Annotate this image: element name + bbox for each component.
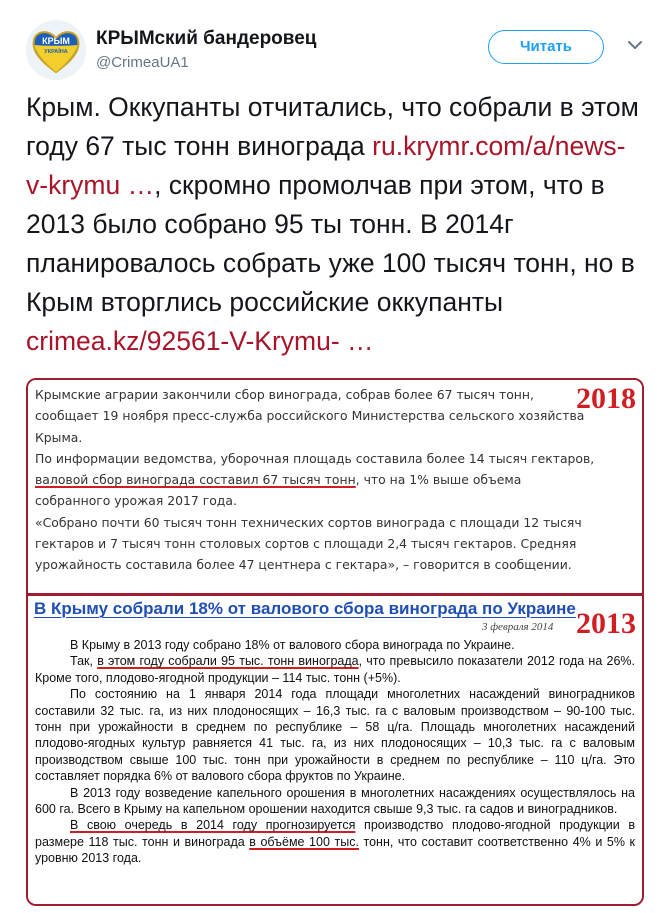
news-2013-section	[28, 596, 642, 906]
news-2013-highlight-3: в объёме 100 тыс.	[249, 834, 359, 849]
news-2013-paragraph-3: По состоянию на 1 января 2014 года площади многолетних насаждений виноградников составили 32 тыс. га, из них плодоносящих – 16,3 тыс. га с валовым производством – 90-100 тыс. тонн при урожайности в среднем по республике – 58 ц/га. Площадь многолетних насаждений плодово-ягодных культур равняется 41 тыс. га, из них плодоносящих – 10,3 тыс. га с валовым производством свыше 100 тыс. тонн при урожайности в среднем по республике – 110 ц/га. Это составляет порядка 6% от валового сбора фруктов по Украине.	[35, 687, 635, 784]
news-2013-highlight-2: В свою очередь в 2014 году прогнозируется	[70, 818, 356, 833]
news-2013-p5-middle: производство плодово-ягодной продукции в размере 118 тыс. тонн и винограда	[35, 818, 635, 849]
news-2013-paragraph-4: В 2013 году возведение капельного орошения в многолетних насаждениях осуществлялось на 600 га. Всего в Крыму на капельном орошении находится свыше 9,3 тыс. га садов и виноградников.	[35, 785, 635, 817]
news-2013-paragraph-2	[35, 653, 635, 686]
news-2013-p2-end: , что превысило показатели 2012 года на 26%. Кроме того, плодово-ягодной продукции – 114 тыс. тонн (+5%).	[35, 654, 635, 685]
tweet-link-krymr[interactable]: ru.krymr.com/a/news-v-krymu …	[26, 131, 626, 200]
news-2018-paragraph-2	[35, 448, 595, 512]
year-label-2013: 2013	[576, 607, 636, 640]
news-2013-date: 3 февраля 2014	[482, 621, 554, 633]
tweet-text-part-1: Крым. Оккупанты отчитались, что собрали в этом году 67 тыс тонн винограда	[26, 92, 639, 161]
news-2018-p2-end: , что на 1% выше объема собранного урожая 2017 года.	[35, 472, 522, 509]
news-2018-section	[28, 380, 642, 593]
news-2018-p2-start: По информации ведомства, уборочная площадь составила более 14 тысяч гектаров,	[35, 450, 595, 466]
avatar[interactable]	[26, 20, 86, 80]
news-2018-paragraph-1: Крымские аграрии закончили сбор винограда, собрав более 67 тысяч тонн, сообщает 19 ноября пресс-служба российского Министерства сельского хозяйства Крыма.	[35, 387, 585, 445]
year-label-2018: 2018	[576, 382, 636, 415]
news-2013-paragraph-5	[35, 817, 635, 866]
follow-button[interactable]: Читать	[488, 30, 604, 64]
news-2018-paragraph-3: «Собрано почти 60 тысяч тонн технических сортов винограда с площади 12 тысяч гектаров и 7 тысяч тонн столовых сортов с площади 2,4 тысяч гектаров. Средняя урожайность составила более 47 центнера с гектара», – говорится в сообщении.	[35, 514, 582, 573]
tweet-text	[26, 88, 646, 361]
avatar-heart-icon	[26, 20, 86, 80]
account-name[interactable]: КРЫМский бандеровец	[96, 28, 317, 49]
news-2013-body	[35, 637, 635, 867]
news-2013-title: В Крыму собрали 18% от валового сбора винограда по Украине	[34, 599, 576, 618]
tweet-media-image[interactable]	[26, 378, 644, 906]
tweet-header	[26, 20, 646, 80]
news-2013-paragraph-1: В Крыму в 2013 году собрано 18% от валового сбора винограда по Украине.	[70, 638, 515, 652]
news-2013-p2-start: Так,	[70, 654, 98, 669]
tweet-link-crimea-kz[interactable]: crimea.kz/92561-V-Krymu- …	[26, 326, 374, 356]
news-2013-p5-end: тонн, что составит соответственно 4% и 5% к уровню 2013 года.	[35, 834, 636, 866]
avatar-text-top: КРЫМ	[42, 36, 70, 46]
avatar-text-bottom: УКРАЇНА	[44, 49, 68, 55]
news-2013-highlight-1: в этом году собрали 95 тыс. тонн винограда	[97, 654, 359, 669]
news-2018-highlight: валовой сбор винограда составил 67 тысяч тонн	[35, 472, 356, 488]
tweet-text-part-2: , скромно промолчав при этом, что в 2013 было собрано 95 ты тонн. В 2014г планировалось собрать уже 100 тысяч тонн, но в Крым вторглись российские оккупанты	[26, 170, 635, 317]
news-2018-body	[35, 384, 595, 576]
account-handle[interactable]: @CrimeaUA1	[96, 54, 189, 71]
chevron-down-icon[interactable]	[626, 36, 644, 54]
